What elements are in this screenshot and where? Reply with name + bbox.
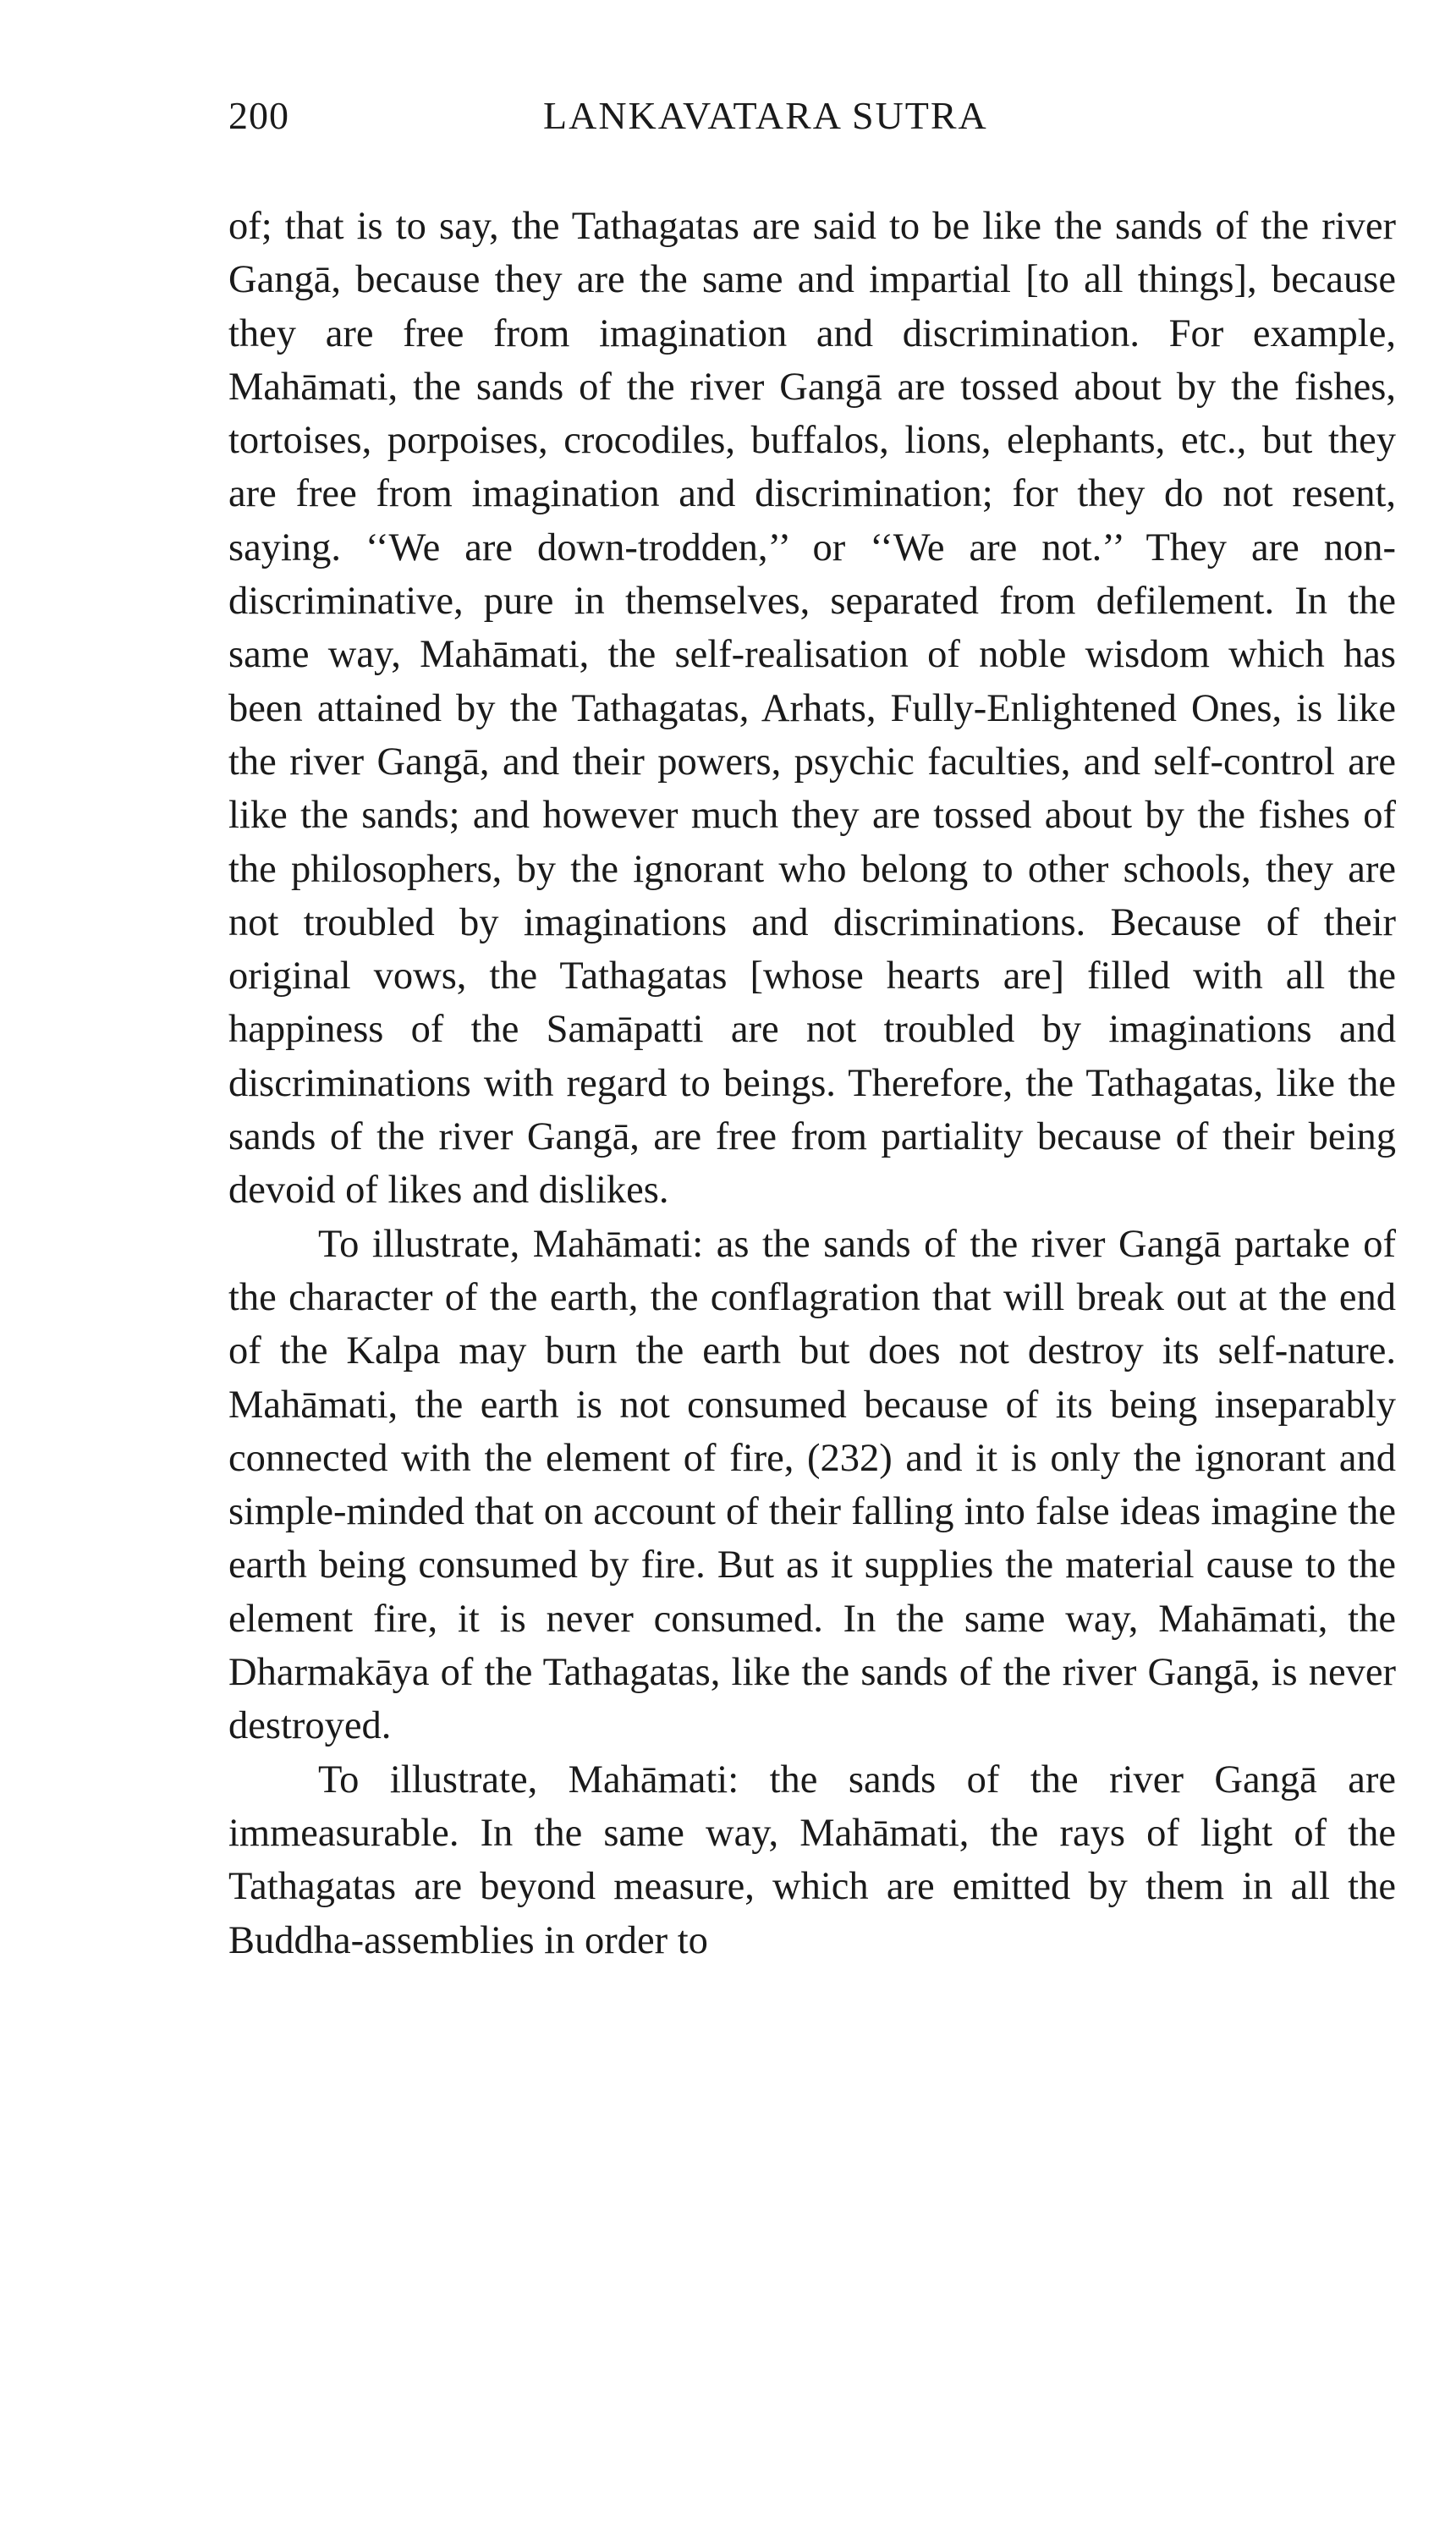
body-text [228,200,1396,1967]
paragraph-2: To illustrate, Mahāmati: as the sands of the river Gangā partake of the character of the earth, the conflagration that will break out at the end of the Kalpa may burn the earth but does not destroy its self-nature. Mahāmati, the earth is not consumed because of its being inseparably connected with the element of fire, (232) and it is only the ignorant and simple-minded that on account of their falling into false ideas imagine the earth being consumed by fire. But as it supplies the material cause to the element fire, it is never consumed. In the same way, Mahāmati, the Dharmakāya of the Tathagatas, like the sands of the river Gangā, is never destroyed. [228,1222,1396,1748]
paragraph-3: To illustrate, Mahāmati: the sands of the river Gangā are immeasurable. In the same way, Mahāmati, the rays of light of the Tathagatas are beyond measure, which are emitted by them in all the Buddha-assemblies in order to [228,1758,1396,1962]
page-number: 200 [228,94,289,137]
page-header [228,93,1396,152]
running-title: LANKAVATARA SUTRA [543,94,988,137]
paragraph-1: of; that is to say, the Tathagatas are said to be like the sands of the river Gangā, because they are the same and impartial [to all things], because they are free from imagination and discrimination. For example, Mahāmati, the sands of the river Gangā are tossed about by the fishes, tortoises, porpoises, crocodiles, buffalos, lions, elephants, etc., but they are free from imagination and discrimination; for they do not resent, saying. ‘‘We are down-trodden,’’ or ‘‘We are not.’’ They are non-discriminative, pure in themselves, separated from defilement. In the same way, Mahāmati, the self-realisation of noble wisdom which has been attained by the Tathagatas, Arhats, Fully-Enlightened Ones, is like the river Gangā, and their powers, psychic faculties, and self-control are like the sands; and however much they are tossed about by the fishes of the philosophers, by the ignorant who belong to other schools, they are not troubled by imaginations and discriminations. Because of their original vows, the Tathagatas [whose hearts are] filled with all the happiness of the Samāpatti are not troubled by imaginations and discriminations with regard to beings. Therefore, the Tathagatas, like the sands of the river Gangā, are free from partiality because of their being devoid of likes and dislikes. [228,205,1396,1213]
